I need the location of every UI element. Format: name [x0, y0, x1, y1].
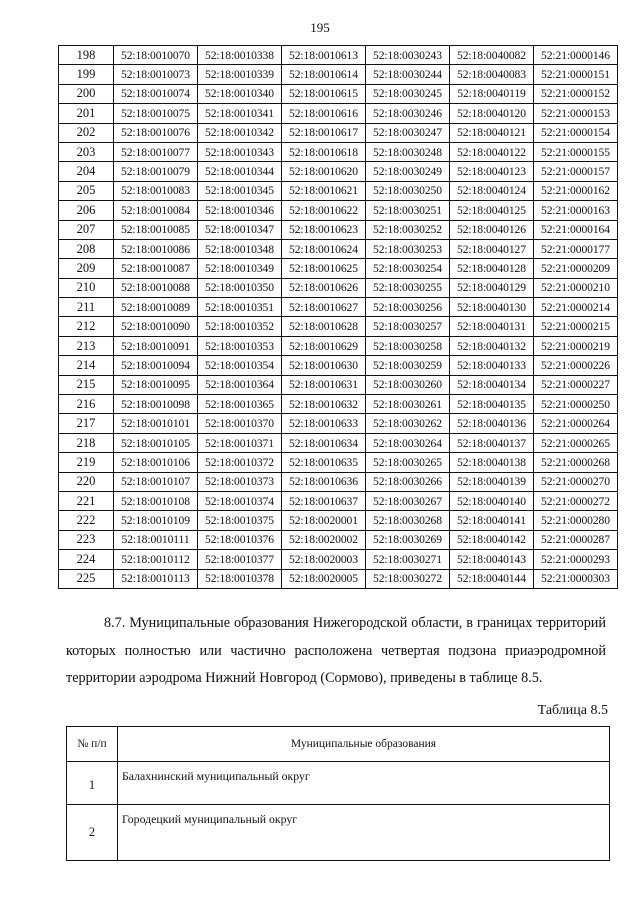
cadastral-number-cell: 52:18:0010354: [198, 356, 282, 375]
cadastral-number-cell: 52:18:0040139: [450, 472, 534, 491]
row-number: 201: [59, 104, 114, 123]
cadastral-number-cell: 52:21:0000270: [534, 472, 618, 491]
table-row: [59, 375, 618, 394]
table-row: [59, 395, 618, 414]
table-row: [59, 123, 618, 142]
table-row: [59, 239, 618, 258]
cadastral-number-cell: 52:18:0010624: [282, 239, 366, 258]
row-number: 219: [59, 453, 114, 472]
cadastral-number-cell: 52:21:0000151: [534, 65, 618, 84]
cadastral-number-cell: 52:18:0010338: [198, 46, 282, 65]
cadastral-number-cell: 52:18:0010112: [114, 550, 198, 569]
cadastral-number-cell: 52:18:0030267: [366, 491, 450, 510]
cadastral-number-cell: 52:21:0000303: [534, 569, 618, 588]
cadastral-number-cell: 52:18:0010622: [282, 201, 366, 220]
cadastral-number-cell: 52:18:0010621: [282, 181, 366, 200]
cadastral-number-cell: 52:18:0030255: [366, 278, 450, 297]
cadastral-number-cell: 52:18:0010374: [198, 491, 282, 510]
cadastral-number-cell: 52:18:0040143: [450, 550, 534, 569]
cadastral-number-cell: 52:18:0010079: [114, 162, 198, 181]
cadastral-number-cell: 52:18:0040119: [450, 84, 534, 103]
cadastral-number-cell: 52:21:0000209: [534, 259, 618, 278]
cadastral-number-cell: 52:18:0010349: [198, 259, 282, 278]
cadastral-number-cell: 52:21:0000210: [534, 278, 618, 297]
cadastral-number-cell: 52:18:0040137: [450, 433, 534, 452]
cadastral-number-cell: 52:18:0030248: [366, 142, 450, 161]
row-number: 223: [59, 530, 114, 549]
cadastral-number-cell: 52:18:0030250: [366, 181, 450, 200]
cadastral-number-cell: 52:18:0010091: [114, 336, 198, 355]
cadastral-number-cell: 52:18:0010614: [282, 65, 366, 84]
cadastral-number-cell: 52:18:0010378: [198, 569, 282, 588]
row-number: 207: [59, 220, 114, 239]
cadastral-number-cell: 52:18:0040122: [450, 142, 534, 161]
cadastral-number-cell: 52:18:0030258: [366, 336, 450, 355]
cadastral-number-cell: 52:18:0010634: [282, 433, 366, 452]
cadastral-number-cell: 52:18:0010346: [198, 201, 282, 220]
cadastral-number-cell: 52:18:0010628: [282, 317, 366, 336]
header-number: № п/п: [67, 727, 118, 762]
cadastral-number-cell: 52:18:0030249: [366, 162, 450, 181]
row-number: 1: [67, 762, 118, 805]
cadastral-number-cell: 52:18:0010635: [282, 453, 366, 472]
row-number: 200: [59, 84, 114, 103]
cadastral-number-cell: 52:21:0000227: [534, 375, 618, 394]
cadastral-table-body: [59, 46, 618, 589]
cadastral-number-cell: 52:18:0040136: [450, 414, 534, 433]
cadastral-number-cell: 52:18:0040141: [450, 511, 534, 530]
cadastral-number-cell: 52:18:0010348: [198, 239, 282, 258]
cadastral-number-cell: 52:18:0030260: [366, 375, 450, 394]
cadastral-number-cell: 52:18:0010351: [198, 298, 282, 317]
cadastral-number-cell: 52:18:0020001: [282, 511, 366, 530]
row-number: 210: [59, 278, 114, 297]
cadastral-number-cell: 52:18:0010090: [114, 317, 198, 336]
table-row: [59, 472, 618, 491]
cadastral-number-cell: 52:18:0030264: [366, 433, 450, 452]
cadastral-number-cell: 52:18:0010076: [114, 123, 198, 142]
cadastral-number-cell: 52:18:0010618: [282, 142, 366, 161]
cadastral-number-cell: 52:18:0010342: [198, 123, 282, 142]
cadastral-number-cell: 52:18:0010111: [114, 530, 198, 549]
row-number: 198: [59, 46, 114, 65]
cadastral-number-cell: 52:18:0010095: [114, 375, 198, 394]
cadastral-number-cell: 52:18:0040082: [450, 46, 534, 65]
cadastral-number-cell: 52:18:0010613: [282, 46, 366, 65]
table-row: [59, 220, 618, 239]
cadastral-number-cell: 52:21:0000177: [534, 239, 618, 258]
cadastral-number-cell: 52:18:0020002: [282, 530, 366, 549]
table-row: [59, 46, 618, 65]
row-number: 214: [59, 356, 114, 375]
row-municipality-name: Городецкий муниципальный округ: [118, 805, 610, 861]
row-number: 206: [59, 201, 114, 220]
cadastral-number-cell: 52:18:0010632: [282, 395, 366, 414]
cadastral-number-cell: 52:18:0010083: [114, 181, 198, 200]
table-row: [59, 414, 618, 433]
cadastral-number-cell: 52:21:0000157: [534, 162, 618, 181]
cadastral-number-cell: 52:21:0000164: [534, 220, 618, 239]
cadastral-number-cell: 52:18:0010630: [282, 356, 366, 375]
cadastral-number-cell: 52:18:0010376: [198, 530, 282, 549]
table-row: [59, 356, 618, 375]
table-row: [59, 317, 618, 336]
row-number: 211: [59, 298, 114, 317]
cadastral-number-cell: 52:18:0010075: [114, 104, 198, 123]
cadastral-number-cell: 52:18:0010625: [282, 259, 366, 278]
cadastral-number-cell: 52:18:0010113: [114, 569, 198, 588]
cadastral-number-cell: 52:18:0010370: [198, 414, 282, 433]
cadastral-number-cell: 52:21:0000287: [534, 530, 618, 549]
table-row: [59, 162, 618, 181]
cadastral-number-cell: 52:21:0000219: [534, 336, 618, 355]
cadastral-number-cell: 52:18:0040083: [450, 65, 534, 84]
cadastral-number-cell: 52:18:0030244: [366, 65, 450, 84]
cadastral-number-cell: 52:21:0000154: [534, 123, 618, 142]
table-row: [59, 550, 618, 569]
row-number: 199: [59, 65, 114, 84]
cadastral-number-cell: 52:18:0030266: [366, 472, 450, 491]
cadastral-number-cell: 52:18:0010109: [114, 511, 198, 530]
row-number: 212: [59, 317, 114, 336]
cadastral-number-cell: 52:18:0010352: [198, 317, 282, 336]
cadastral-number-cell: 52:18:0040127: [450, 239, 534, 258]
cadastral-number-cell: 52:18:0010086: [114, 239, 198, 258]
cadastral-number-cell: 52:18:0040126: [450, 220, 534, 239]
cadastral-number-cell: 52:18:0010339: [198, 65, 282, 84]
header-municipal-formations: Муниципальные образования: [118, 727, 610, 762]
cadastral-number-cell: 52:21:0000162: [534, 181, 618, 200]
row-number: 202: [59, 123, 114, 142]
cadastral-number-cell: 52:18:0030261: [366, 395, 450, 414]
row-number: 224: [59, 550, 114, 569]
row-number: 208: [59, 239, 114, 258]
cadastral-number-cell: 52:18:0010101: [114, 414, 198, 433]
cadastral-number-cell: 52:21:0000265: [534, 433, 618, 452]
cadastral-number-cell: 52:18:0010350: [198, 278, 282, 297]
cadastral-number-cell: 52:18:0010070: [114, 46, 198, 65]
cadastral-number-cell: 52:18:0010617: [282, 123, 366, 142]
row-number: 220: [59, 472, 114, 491]
cadastral-number-cell: 52:21:0000268: [534, 453, 618, 472]
table-header-row: [67, 727, 610, 762]
cadastral-number-cell: 52:21:0000250: [534, 395, 618, 414]
cadastral-number-cell: 52:18:0010375: [198, 511, 282, 530]
table-row: [59, 181, 618, 200]
table-row: [59, 511, 618, 530]
cadastral-number-cell: 52:18:0030271: [366, 550, 450, 569]
cadastral-number-cell: 52:21:0000264: [534, 414, 618, 433]
cadastral-number-cell: 52:18:0030262: [366, 414, 450, 433]
cadastral-number-cell: 52:18:0040138: [450, 453, 534, 472]
row-number: 209: [59, 259, 114, 278]
cadastral-number-cell: 52:18:0010636: [282, 472, 366, 491]
cadastral-number-cell: 52:18:0010620: [282, 162, 366, 181]
cadastral-number-cell: 52:18:0040125: [450, 201, 534, 220]
cadastral-number-cell: 52:18:0030256: [366, 298, 450, 317]
cadastral-number-cell: 52:18:0010073: [114, 65, 198, 84]
cadastral-number-cell: 52:18:0010089: [114, 298, 198, 317]
cadastral-number-cell: 52:18:0010633: [282, 414, 366, 433]
row-number: 218: [59, 433, 114, 452]
cadastral-number-cell: 52:18:0010343: [198, 142, 282, 161]
cadastral-number-cell: 52:18:0010344: [198, 162, 282, 181]
cadastral-number-cell: 52:18:0010341: [198, 104, 282, 123]
cadastral-number-cell: 52:18:0010353: [198, 336, 282, 355]
cadastral-number-cell: 52:18:0040135: [450, 395, 534, 414]
cadastral-number-cell: 52:18:0030259: [366, 356, 450, 375]
cadastral-number-cell: 52:18:0010627: [282, 298, 366, 317]
cadastral-number-cell: 52:18:0020005: [282, 569, 366, 588]
table-row: [59, 453, 618, 472]
cadastral-number-cell: 52:18:0010340: [198, 84, 282, 103]
cadastral-number-cell: 52:21:0000280: [534, 511, 618, 530]
cadastral-number-cell: 52:18:0040131: [450, 317, 534, 336]
cadastral-number-cell: 52:21:0000155: [534, 142, 618, 161]
cadastral-number-cell: 52:18:0010098: [114, 395, 198, 414]
table-caption: Таблица 8.5: [537, 703, 608, 718]
cadastral-number-cell: 52:18:0040120: [450, 104, 534, 123]
cadastral-numbers-table: [58, 45, 618, 589]
cadastral-number-cell: 52:18:0010616: [282, 104, 366, 123]
cadastral-number-cell: 52:18:0010345: [198, 181, 282, 200]
municipal-formations-table: [66, 726, 610, 861]
cadastral-number-cell: 52:18:0010371: [198, 433, 282, 452]
cadastral-number-cell: 52:18:0010623: [282, 220, 366, 239]
cadastral-number-cell: 52:21:0000226: [534, 356, 618, 375]
cadastral-number-cell: 52:18:0010626: [282, 278, 366, 297]
cadastral-number-cell: 52:18:0010629: [282, 336, 366, 355]
cadastral-number-cell: 52:18:0010108: [114, 491, 198, 510]
cadastral-number-cell: 52:18:0020003: [282, 550, 366, 569]
cadastral-number-cell: 52:18:0010372: [198, 453, 282, 472]
cadastral-number-cell: 52:18:0010615: [282, 84, 366, 103]
cadastral-number-cell: 52:18:0030247: [366, 123, 450, 142]
row-number: 2: [67, 805, 118, 861]
row-number: 205: [59, 181, 114, 200]
row-number: 221: [59, 491, 114, 510]
cadastral-number-cell: 52:18:0030252: [366, 220, 450, 239]
cadastral-number-cell: 52:18:0010365: [198, 395, 282, 414]
section-8-7-paragraph: 8.7. Муниципальные образования Нижегородской области, в границах территорий которых полностью или частично расположена четвертая подзона приаэродромной территории аэродрома Нижний Новгород (Сормово), приведены в таблице 8.5.: [66, 615, 606, 687]
row-number: 213: [59, 336, 114, 355]
table-row: [59, 530, 618, 549]
cadastral-number-cell: 52:18:0010084: [114, 201, 198, 220]
cadastral-number-cell: 52:21:0000214: [534, 298, 618, 317]
cadastral-number-cell: 52:18:0040124: [450, 181, 534, 200]
cadastral-number-cell: 52:18:0040133: [450, 356, 534, 375]
cadastral-number-cell: 52:18:0040142: [450, 530, 534, 549]
cadastral-number-cell: 52:18:0030245: [366, 84, 450, 103]
cadastral-number-cell: 52:18:0030246: [366, 104, 450, 123]
table-row: [67, 762, 610, 805]
cadastral-number-cell: 52:18:0010074: [114, 84, 198, 103]
cadastral-number-cell: 52:18:0010347: [198, 220, 282, 239]
cadastral-number-cell: 52:18:0040121: [450, 123, 534, 142]
cadastral-number-cell: 52:18:0010077: [114, 142, 198, 161]
cadastral-number-cell: 52:18:0010094: [114, 356, 198, 375]
page-number: 195: [310, 20, 330, 35]
cadastral-number-cell: 52:18:0040128: [450, 259, 534, 278]
row-number: 225: [59, 569, 114, 588]
row-number: 203: [59, 142, 114, 161]
cadastral-number-cell: 52:18:0010088: [114, 278, 198, 297]
cadastral-number-cell: 52:18:0030253: [366, 239, 450, 258]
cadastral-number-cell: 52:21:0000146: [534, 46, 618, 65]
cadastral-number-cell: 52:18:0010631: [282, 375, 366, 394]
cadastral-number-cell: 52:18:0010087: [114, 259, 198, 278]
cadastral-number-cell: 52:18:0040123: [450, 162, 534, 181]
table-row: [59, 201, 618, 220]
row-number: 215: [59, 375, 114, 394]
row-number: 222: [59, 511, 114, 530]
cadastral-number-cell: 52:21:0000272: [534, 491, 618, 510]
table-row: [59, 104, 618, 123]
cadastral-number-cell: 52:18:0030257: [366, 317, 450, 336]
cadastral-number-cell: 52:18:0030254: [366, 259, 450, 278]
cadastral-number-cell: 52:18:0010377: [198, 550, 282, 569]
cadastral-number-cell: 52:18:0030243: [366, 46, 450, 65]
cadastral-number-cell: 52:18:0040132: [450, 336, 534, 355]
cadastral-number-cell: 52:18:0030268: [366, 511, 450, 530]
row-municipality-name: Балахнинский муниципальный округ: [118, 762, 610, 805]
cadastral-number-cell: 52:18:0040144: [450, 569, 534, 588]
table-row: [59, 278, 618, 297]
cadastral-number-cell: 52:21:0000152: [534, 84, 618, 103]
cadastral-number-cell: 52:18:0030269: [366, 530, 450, 549]
cadastral-number-cell: 52:18:0010364: [198, 375, 282, 394]
cadastral-number-cell: 52:18:0030265: [366, 453, 450, 472]
table-row: [59, 336, 618, 355]
cadastral-number-cell: 52:18:0010107: [114, 472, 198, 491]
cadastral-number-cell: 52:18:0030251: [366, 201, 450, 220]
row-number: 217: [59, 414, 114, 433]
table-row: [59, 569, 618, 588]
cadastral-number-cell: 52:18:0040140: [450, 491, 534, 510]
table-row: [59, 433, 618, 452]
cadastral-number-cell: 52:18:0030272: [366, 569, 450, 588]
cadastral-number-cell: 52:18:0010373: [198, 472, 282, 491]
table-row: [59, 65, 618, 84]
cadastral-number-cell: 52:18:0010105: [114, 433, 198, 452]
table-row: [59, 142, 618, 161]
row-number: 204: [59, 162, 114, 181]
table-row: [59, 491, 618, 510]
cadastral-number-cell: 52:18:0010085: [114, 220, 198, 239]
cadastral-number-cell: 52:21:0000153: [534, 104, 618, 123]
row-number: 216: [59, 395, 114, 414]
cadastral-number-cell: 52:18:0010106: [114, 453, 198, 472]
table-row: [59, 84, 618, 103]
cadastral-number-cell: 52:18:0040129: [450, 278, 534, 297]
cadastral-number-cell: 52:18:0040134: [450, 375, 534, 394]
table-row: [59, 259, 618, 278]
cadastral-number-cell: 52:21:0000215: [534, 317, 618, 336]
cadastral-number-cell: 52:21:0000293: [534, 550, 618, 569]
table-row: [59, 298, 618, 317]
cadastral-number-cell: 52:21:0000163: [534, 201, 618, 220]
cadastral-number-cell: 52:18:0010637: [282, 491, 366, 510]
table-row: [67, 805, 610, 861]
cadastral-number-cell: 52:18:0040130: [450, 298, 534, 317]
